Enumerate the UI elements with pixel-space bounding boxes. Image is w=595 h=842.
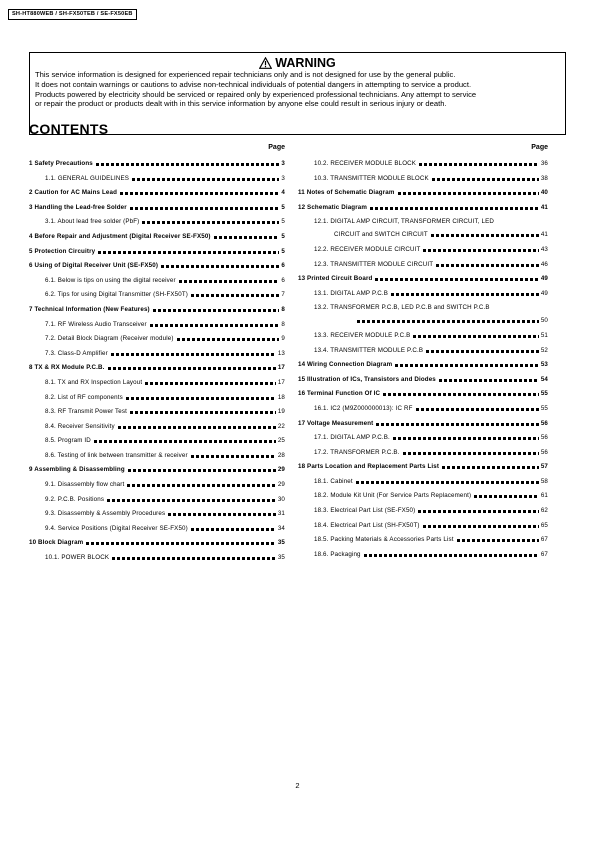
- toc-entry-page: 55: [540, 390, 548, 398]
- dot-leader: [383, 393, 539, 396]
- dot-leader: [413, 335, 538, 338]
- toc-entry[interactable]: [29, 408, 285, 416]
- toc-entry-page: 28: [277, 451, 285, 459]
- toc-entry-page: 29: [277, 481, 285, 489]
- toc-entry[interactable]: [298, 478, 548, 486]
- dot-leader: [107, 499, 276, 502]
- toc-entry-page: 25: [277, 437, 285, 445]
- toc-entry-title: 9.2. P.C.B. Positions: [45, 495, 105, 503]
- toc-entry-page: 4: [281, 189, 285, 197]
- toc-entry-page: 43: [540, 245, 548, 253]
- toc-entry[interactable]: [29, 481, 285, 489]
- toc-entry-page: 5: [281, 232, 285, 240]
- toc-entry[interactable]: [298, 492, 548, 500]
- toc-entry[interactable]: [29, 379, 285, 387]
- toc-entry[interactable]: [29, 539, 285, 547]
- dot-leader: [145, 382, 276, 385]
- dot-leader: [403, 452, 539, 455]
- dot-leader: [376, 423, 538, 426]
- toc-entry-page: 31: [277, 510, 285, 518]
- dot-leader: [423, 249, 538, 252]
- toc-entry[interactable]: [29, 496, 285, 504]
- toc-entry[interactable]: [29, 189, 285, 197]
- dot-leader: [128, 469, 276, 472]
- toc-entry[interactable]: [29, 437, 285, 445]
- toc-entry[interactable]: [29, 204, 285, 212]
- toc-entry[interactable]: [29, 423, 285, 431]
- toc-entry-title: 18.2. Module Kit Unit (For Service Parts Replacement): [314, 492, 472, 500]
- toc-entry-title: 8.4. Receiver Sensitivity: [45, 422, 115, 430]
- toc-entry-page: 56: [540, 448, 548, 456]
- toc-entry-title: 12.3. TRANSMITTER MODULE CIRCUIT: [314, 260, 434, 268]
- toc-entry-page: 61: [540, 492, 548, 500]
- toc-entry[interactable]: [298, 189, 548, 197]
- toc-entry-page: 36: [540, 160, 548, 167]
- toc-entry-title: 18.1. Cabinet: [314, 477, 353, 485]
- toc-entry[interactable]: [298, 522, 548, 530]
- toc-entry[interactable]: [29, 335, 285, 343]
- toc-entry-title: 12 Schematic Diagram: [298, 203, 368, 211]
- dot-leader: [391, 293, 539, 296]
- toc-entry-page: 53: [540, 361, 548, 369]
- toc-entry[interactable]: [298, 347, 548, 355]
- toc-entry[interactable]: [298, 405, 548, 413]
- toc-entry-page: 40: [540, 189, 548, 197]
- toc-entry-title: 16.1. IC2 (M9Z000000013): IC RF: [314, 404, 413, 412]
- toc-entry-page: 8: [281, 320, 285, 328]
- dot-leader: [432, 178, 539, 181]
- toc-entry[interactable]: [29, 262, 285, 270]
- toc-list-left: [29, 160, 285, 562]
- contents-title: CONTENTS: [29, 121, 109, 137]
- toc-entry-title: 13.1. DIGITAL AMP P.C.B: [314, 289, 389, 297]
- toc-entry[interactable]: [298, 420, 548, 428]
- toc-entry[interactable]: [29, 554, 285, 562]
- toc-entry-title: 6.1. Below is tips on using the digital receiver: [45, 276, 176, 284]
- toc-entry-title: 13.4. TRANSMITTER MODULE P.C.B: [314, 346, 424, 354]
- toc-entry-page: 52: [540, 346, 548, 354]
- dot-leader: [142, 221, 279, 224]
- dot-leader: [130, 411, 276, 414]
- dot-leader: [191, 455, 276, 458]
- toc-entry-title: 17.1. DIGITAL AMP P.C.B.: [314, 434, 390, 442]
- toc-entry-title: 8.3. RF Transmit Power Test: [45, 408, 127, 416]
- toc-entry-page: 34: [277, 524, 285, 532]
- toc-entry[interactable]: [298, 536, 548, 544]
- toc-entry[interactable]: [298, 275, 548, 283]
- toc-column-right: [298, 144, 548, 565]
- toc-entry-title: 8.1. TX and RX Inspection Layout: [45, 378, 143, 386]
- toc-entry[interactable]: [298, 175, 548, 183]
- toc-entry-page: 46: [540, 260, 548, 268]
- toc-entry[interactable]: [298, 204, 548, 212]
- toc-entry-page: 5: [281, 203, 285, 211]
- dot-leader: [132, 178, 279, 181]
- toc-column-left: [29, 144, 285, 569]
- toc-entry[interactable]: [29, 510, 285, 518]
- toc-entry-title: 1 Safety Precautions: [29, 160, 93, 167]
- toc-entry-title: 18.4. Electrical Part List (SH-FX50T): [314, 521, 420, 529]
- warning-title: [30, 55, 565, 71]
- toc-entry[interactable]: [29, 452, 285, 460]
- dot-leader: [177, 338, 280, 341]
- dot-leader: [179, 280, 280, 283]
- dot-leader: [356, 481, 539, 484]
- dot-leader: [108, 367, 276, 370]
- toc-entry-title: 16 Terminal Function Of IC: [298, 390, 381, 398]
- toc-entry-page: 51: [540, 331, 548, 339]
- dot-leader: [130, 207, 280, 210]
- toc-entry-page: 30: [277, 495, 285, 503]
- toc-entry-page: 67: [540, 550, 548, 558]
- dot-leader: [431, 234, 539, 237]
- toc-entry[interactable]: [29, 160, 285, 168]
- dot-leader: [168, 513, 276, 516]
- toc-entry-page: 67: [540, 536, 548, 544]
- dot-leader: [419, 163, 539, 166]
- toc-entry[interactable]: [29, 350, 285, 358]
- toc-list-right: [298, 160, 548, 559]
- toc-entry-title: 8.2. List of RF components: [45, 393, 123, 401]
- dot-leader: [120, 192, 279, 195]
- toc-entry-title: 13.2. TRANSFORMER P.C.B, LED P.C.B and SWITCH P.C.B: [314, 304, 490, 312]
- toc-entry-page: 19: [277, 408, 285, 416]
- toc-entry-title: 7.1. RF Wireless Audio Transceiver: [45, 320, 147, 328]
- toc-entry-page: 56: [540, 434, 548, 442]
- toc-entry-title: 5 Protection Circuitry: [29, 247, 96, 255]
- dot-leader: [474, 495, 539, 498]
- toc-entry-page: 35: [277, 554, 285, 562]
- dot-leader: [98, 251, 279, 254]
- toc-entry-page: 6: [281, 276, 285, 284]
- warning-line: This service information is designed for experienced repair technicians only and is not designed for use by the general public.: [35, 70, 456, 79]
- toc-entry-title: 13 Printed Circuit Board: [298, 275, 373, 283]
- toc-entry-page: 54: [540, 375, 548, 383]
- toc-entry-page: 57: [540, 463, 548, 471]
- toc-entry[interactable]: [298, 361, 548, 369]
- toc-entry-page: 7: [281, 291, 285, 299]
- toc-entry[interactable]: [298, 390, 548, 398]
- toc-entry-page: 5: [281, 218, 285, 226]
- dot-leader: [214, 236, 280, 239]
- toc-entry-title: 12.2. RECEIVER MODULE CIRCUIT: [314, 245, 421, 253]
- toc-entry-page: 29: [277, 466, 285, 474]
- toc-entry-title: 17.2. TRANSFORMER P.C.B.: [314, 448, 400, 456]
- toc-entry-page: 3: [281, 174, 285, 182]
- toc-entry-title: 10 Block Diagram: [29, 539, 84, 547]
- dot-leader: [94, 440, 276, 443]
- warning-body: [35, 70, 560, 109]
- toc-entry-page: 41: [540, 203, 548, 211]
- toc-entry[interactable]: [298, 463, 548, 471]
- warning-line: Products powered by electricity should be serviced or repaired only by experienced professional technicians. Any attempt to service: [35, 89, 477, 99]
- toc-entry-page: 41: [540, 231, 548, 239]
- dot-leader: [442, 466, 539, 469]
- toc-entry[interactable]: [29, 248, 285, 256]
- toc-entry-title: 12.1. DIGITAL AMP CIRCUIT, TRANSFORMER CIRCUIT, LED: [314, 218, 495, 226]
- toc-entry-title: 8 TX & RX Module P.C.B.: [29, 364, 105, 372]
- toc-entry[interactable]: [298, 376, 548, 384]
- toc-entry[interactable]: [298, 434, 548, 442]
- dot-leader: [357, 320, 539, 323]
- toc-entry[interactable]: [29, 277, 285, 285]
- toc-entry[interactable]: [29, 306, 285, 314]
- page-number: 2: [295, 781, 300, 790]
- warning-line: or repair the product or products dealt with in this service information by anyone else could result in serious injury or death.: [35, 99, 447, 109]
- toc-entry-title: 6 Using of Digital Receiver Unit (SE-FX50): [29, 262, 159, 270]
- toc-entry-title: 18.3. Electrical Part List (SE-FX50): [314, 507, 416, 515]
- warning-line: It does not contain warnings or cautions to advise non-technical individuals of potential dangers in attempting to service a product.: [35, 79, 472, 89]
- toc-entry-page: 58: [540, 477, 548, 485]
- toc-entry-page: 17: [277, 364, 285, 372]
- toc-entry-title: 1.1. GENERAL GUIDELINES: [45, 174, 130, 182]
- toc-entry-title: 10.1. POWER BLOCK: [45, 554, 110, 562]
- dot-leader: [423, 525, 539, 528]
- dot-leader: [191, 528, 276, 531]
- toc-entry-title: 18.6. Packaging: [314, 550, 361, 558]
- toc-entry-title: 15 Illustration of ICs, Transistors and Diodes: [298, 375, 436, 383]
- toc-entry-page: 49: [540, 289, 548, 297]
- toc-entry-page: 9: [281, 335, 285, 343]
- toc-entry[interactable]: [298, 551, 548, 559]
- toc-entry-title: 4 Before Repair and Adjustment (Digital Receiver SE-FX50): [29, 232, 211, 240]
- toc-entry[interactable]: [29, 175, 285, 183]
- toc-entry-page: 5: [281, 247, 285, 255]
- toc-entry-title: 3.1. About lead free solder (PbF): [45, 218, 140, 226]
- toc-entry[interactable]: [29, 394, 285, 402]
- toc-entry[interactable]: [298, 160, 548, 168]
- dot-leader: [161, 265, 279, 268]
- toc-entry-title-continued: CIRCUIT and SWITCH CIRCUIT: [334, 231, 428, 239]
- toc-entry-page: 38: [540, 174, 548, 182]
- toc-entry-page: 22: [277, 422, 285, 430]
- toc-entry-title: 17 Voltage Measurement: [298, 419, 374, 427]
- toc-entry-title: 9 Assembling & Disassembling: [29, 466, 125, 474]
- toc-entry[interactable]: [298, 290, 548, 298]
- toc-entry-page: 49: [540, 275, 548, 283]
- toc-entry[interactable]: [29, 525, 285, 533]
- dot-leader: [439, 379, 539, 382]
- toc-entry[interactable]: [298, 507, 548, 515]
- dot-leader: [364, 554, 539, 557]
- dot-leader: [126, 397, 276, 400]
- toc-entry-title: 18.5. Packing Materials & Accessories Parts List: [314, 536, 454, 544]
- dot-leader: [426, 350, 539, 353]
- toc-entry-title: 10.3. TRANSMITTER MODULE BLOCK: [314, 174, 429, 182]
- toc-entry[interactable]: [29, 218, 285, 226]
- toc-entry-title: 7.2. Detail Block Diagram (Receiver module): [45, 335, 174, 343]
- toc-entry-title: 9.3. Disassembly & Assembly Procedures: [45, 510, 166, 518]
- toc-entry[interactable]: [29, 466, 285, 474]
- dot-leader: [395, 364, 539, 367]
- toc-entry-title: 14 Wiring Connection Diagram: [298, 361, 393, 369]
- toc-entry-page: 18: [277, 393, 285, 401]
- toc-entry[interactable]: [298, 332, 548, 340]
- toc-entry[interactable]: [298, 449, 548, 457]
- toc-entry-page: 65: [540, 521, 548, 529]
- dot-leader: [398, 192, 539, 195]
- toc-entry-page: 17: [277, 378, 285, 386]
- dot-leader: [127, 484, 275, 487]
- page-column-heading: Page: [268, 144, 285, 151]
- toc-entry[interactable]: [29, 291, 285, 299]
- document-model-tag: SH-HT880WEB / SH-FX50TEB / SE-FX50EB: [8, 9, 137, 20]
- warning-triangle-icon: [259, 57, 272, 69]
- dot-leader: [96, 163, 280, 166]
- dot-leader: [370, 207, 539, 210]
- toc-entry[interactable]: [29, 364, 285, 372]
- warning-box: [29, 52, 566, 135]
- toc-entry-title: 9.4. Service Positions (Digital Receiver SE-FX50): [45, 524, 188, 532]
- toc-entry-page: 55: [540, 404, 548, 412]
- dot-leader: [153, 309, 280, 312]
- toc-entry[interactable]: [29, 321, 285, 329]
- toc-entry-title: 9.1. Disassembly flow chart: [45, 481, 125, 489]
- dot-leader: [86, 542, 275, 545]
- dot-leader: [418, 510, 538, 513]
- toc-entry-page: 3: [281, 160, 285, 167]
- dot-leader: [111, 353, 276, 356]
- page-column-heading: Page: [531, 144, 548, 151]
- dot-leader: [436, 264, 539, 267]
- warning-title-text: WARNING: [275, 56, 336, 70]
- toc-entry-page: 50: [540, 317, 548, 325]
- toc-entry[interactable]: [298, 218, 548, 239]
- dot-leader: [118, 426, 276, 429]
- toc-entry-title: 13.3. RECEIVER MODULE P.C.B: [314, 331, 411, 339]
- toc-entry-title: 6.2. Tips for using Digital Transmitter (SH-FX50T): [45, 291, 188, 299]
- dot-leader: [416, 408, 539, 411]
- toc-entry-title: 8.5. Program ID: [45, 437, 91, 445]
- toc-entry[interactable]: [298, 261, 548, 269]
- toc-entry[interactable]: [298, 304, 548, 325]
- toc-entry-page: 13: [277, 349, 285, 357]
- toc-entry-title: 7.3. Class-D Amplifier: [45, 349, 108, 357]
- dot-leader: [150, 324, 280, 327]
- toc-entry-title: 11 Notes of Schematic Diagram: [298, 189, 395, 197]
- toc-entry-page: 35: [277, 539, 285, 547]
- dot-leader: [191, 294, 279, 297]
- toc-entry[interactable]: [29, 233, 285, 241]
- toc-entry-title: 2 Caution for AC Mains Lead: [29, 189, 118, 197]
- toc-entry-page: 6: [281, 262, 285, 270]
- toc-entry-title: 10.2. RECEIVER MODULE BLOCK: [314, 160, 417, 167]
- toc-entry-title: 7 Technical Information (New Features): [29, 305, 150, 313]
- toc-entry[interactable]: [298, 246, 548, 254]
- toc-entry-title: 8.6. Testing of link between transmitter & receiver: [45, 451, 188, 459]
- toc-entry-title: 3 Handling the Lead-free Solder: [29, 203, 127, 211]
- dot-leader: [393, 437, 539, 440]
- dot-leader: [375, 278, 538, 281]
- toc-entry-page: 56: [540, 419, 548, 427]
- dot-leader: [112, 557, 276, 560]
- toc-entry-page: 8: [281, 305, 285, 313]
- toc-entry-title: 18 Parts Location and Replacement Parts List: [298, 463, 440, 471]
- toc-entry-page: 62: [540, 507, 548, 515]
- dot-leader: [457, 539, 539, 542]
